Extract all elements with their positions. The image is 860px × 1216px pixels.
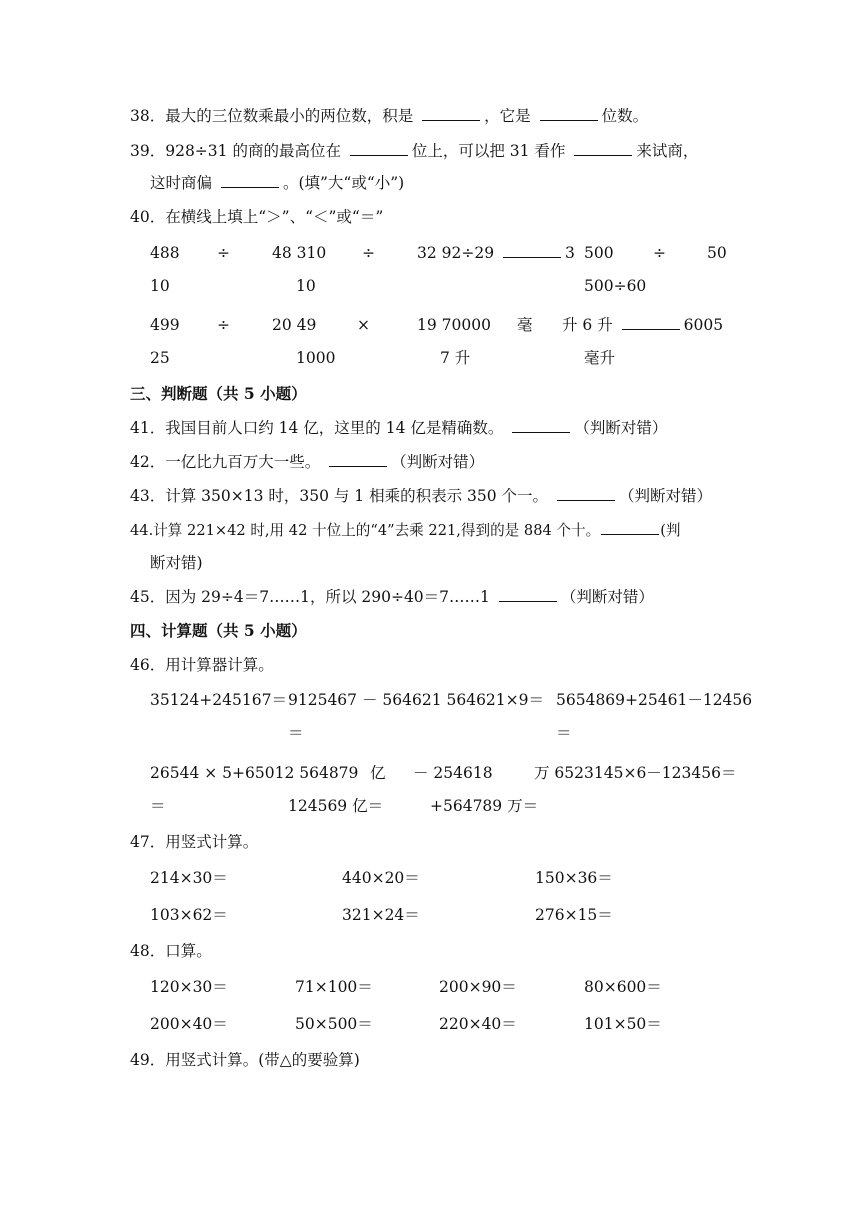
question-42: 42．一亿比九百万大一些。 （判断对错） [130,453,485,471]
q47-item: 276×15＝ [535,906,613,924]
q48-item: 71×100＝ [295,978,373,996]
question-43: 43．计算 350×13 时，350 与 1 相乘的积表示 350 个一。 （判断对错） [130,487,712,505]
q40-cell: 19 70000 [417,316,491,334]
answer-blank[interactable] [350,141,408,156]
answer-blank[interactable] [557,486,615,501]
question-47-title: 47．用竖式计算。 [130,833,259,851]
q46-cell: － 254618 [413,764,493,782]
answer-blank[interactable] [512,418,570,433]
question-44: 44.计算 221×42 时,用 42 十位上的“4”去乘 221,得到的是 884 个十。 (判 [130,522,681,539]
q40-cell: ÷ [217,244,230,262]
q40-cell: 499 [150,316,180,334]
q40-cell: 毫 [517,316,533,334]
q48-item: 220×40＝ [439,1015,517,1033]
section-heading-judgement: 三、判断题（共 5 小题） [130,384,307,403]
q46-cell: ＝ [150,797,166,815]
q47-item: 321×24＝ [342,906,420,924]
q48-item: 120×30＝ [150,978,228,996]
answer-blank[interactable] [503,243,561,258]
q40-cell: 500÷60 [584,277,647,295]
q40-cell: 500 [584,244,614,262]
question-46-title: 46．用计算器计算。 [130,656,274,674]
q40-cell: 7 升 [440,349,471,367]
q48-item: 50×500＝ [295,1015,373,1033]
q40-cell: ÷ [217,316,230,334]
answer-blank[interactable] [422,106,480,121]
q47-item: 103×62＝ [150,906,228,924]
question-45: 45．因为 29÷4＝7……1，所以 290÷40＝7……1 （判断对错） [130,588,654,606]
q40-cell: ÷ [653,244,666,262]
q40-cell: × [357,316,370,334]
section-heading-calculation: 四、计算题（共 5 小题） [130,621,307,640]
question-39: 39．928÷31 的商的最高位在 位上，可以把 31 看作 来试商， [130,142,699,160]
q40-cell: 1000 [296,349,336,367]
q40-cell: 488 [150,244,180,262]
q46-cell: ＝ [556,724,572,742]
q40-cell: 毫升 [584,349,616,367]
q46-cell: 9125467 － 564621 564621×9＝ [288,691,544,709]
q46-cell: 124569 亿＝ [288,797,384,815]
question-40-title: 40．在横线上填上“＞”、“＜”或“＝” [130,208,384,226]
question-44-cont: 断对错) [150,554,203,572]
question-48-title: 48．口算。 [130,942,212,960]
q46-cell: 35124+245167＝ [150,691,287,709]
q46-cell: 26544 × 5+65012 564879 [150,764,359,782]
answer-blank[interactable] [540,106,598,121]
q40-cell: 升 6 升 6005 [562,316,724,334]
q46-cell: 亿 [370,764,386,782]
q47-item: 214×30＝ [150,869,228,887]
q47-item: 150×36＝ [535,869,613,887]
question-41: 41．我国目前人口约 14 亿，这里的 14 亿是精确数。 （判断对错） [130,419,668,437]
q47-item: 440×20＝ [342,869,420,887]
q46-cell: 万 6523145×6－123456＝ [534,764,737,782]
answer-blank[interactable] [499,587,557,602]
q40-cell: 32 92÷29 3 [417,244,575,262]
q40-cell: 10 [296,277,316,295]
q40-cell: 10 [150,277,170,295]
q40-cell: ÷ [362,244,375,262]
question-39-cont: 这时商偏 。(填”大“或“小”) [150,174,405,192]
q40-cell: 20 49 [272,316,317,334]
question-38: 38．最大的三位数乘最小的两位数，积是 ，它是 位数。 [130,107,649,125]
q48-item: 101×50＝ [584,1015,662,1033]
answer-blank[interactable] [574,141,632,156]
q40-cell: 50 [707,244,727,262]
q40-cell: 25 [150,349,170,367]
q40-cell: 48 310 [272,244,327,262]
answer-blank[interactable] [622,315,680,330]
answer-blank[interactable] [601,520,659,535]
q46-cell: +564789 万＝ [430,797,539,815]
q48-item: 200×90＝ [439,978,517,996]
question-49-title: 49．用竖式计算。(带△的要验算) [130,1051,360,1069]
q46-cell: 5654869+25461－12456 [556,691,753,709]
answer-blank[interactable] [221,173,279,188]
q48-item: 200×40＝ [150,1015,228,1033]
q48-item: 80×600＝ [584,978,662,996]
q46-cell: ＝ [288,724,304,742]
answer-blank[interactable] [329,452,387,467]
